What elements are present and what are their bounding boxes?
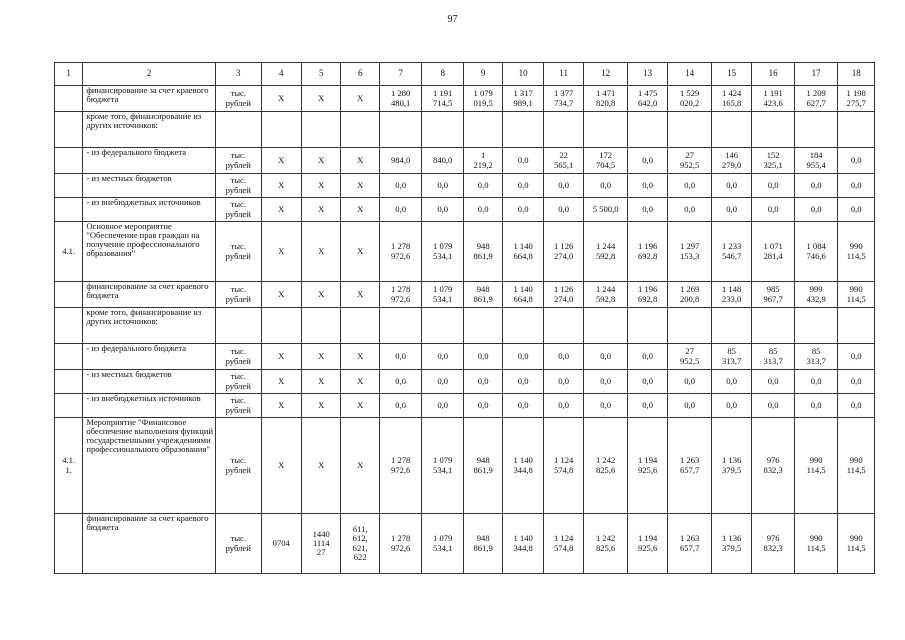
value-cell: 1 377 734,7 (543, 86, 583, 112)
value-cell: 990 114,5 (838, 418, 875, 514)
value-cell (463, 112, 502, 148)
value-cell: 0,0 (422, 198, 464, 222)
row-label: - из местных бюджетов (83, 174, 216, 198)
value-cell (503, 308, 543, 344)
column-header: 4 (261, 63, 301, 86)
value-cell: 1 196 692,8 (627, 222, 667, 282)
value-cell: 0,0 (503, 394, 543, 418)
table-row (55, 174, 875, 198)
value-cell: 5 500,0 (584, 198, 628, 222)
value-cell: 0,0 (838, 370, 875, 394)
value-cell: 1 140 664,8 (503, 282, 543, 308)
value-cell: 27 952,5 (668, 344, 712, 370)
row-index (55, 86, 83, 112)
value-cell: 0,0 (543, 370, 583, 394)
header-row (55, 63, 875, 86)
code-cell: X (341, 344, 379, 370)
value-cell: 0,0 (627, 344, 667, 370)
row-label: финансирование за счет краевого бюджета (83, 514, 216, 574)
value-cell: 1 219,2 (463, 148, 502, 174)
row-index (55, 394, 83, 418)
unit-cell: тыс. рублей (215, 198, 261, 222)
table-row (55, 222, 875, 282)
row-label: финансирование за счет краевого бюджета (83, 86, 216, 112)
column-header: 13 (627, 63, 667, 86)
value-cell: 1 244 592,8 (584, 282, 628, 308)
value-cell: 0,0 (838, 394, 875, 418)
value-cell: 0,0 (379, 394, 422, 418)
value-cell: 1 529 020,2 (668, 86, 712, 112)
code-cell: X (301, 174, 340, 198)
value-cell: 0,0 (668, 198, 712, 222)
row-label: - из местных бюджетов (83, 370, 216, 394)
value-cell: 1 297 153,3 (668, 222, 712, 282)
value-cell: 985 967,7 (752, 282, 795, 308)
value-cell (627, 112, 667, 148)
value-cell: 1 148 233,0 (711, 282, 751, 308)
table-row (55, 282, 875, 308)
row-label: кроме того, финансирование из других источников: (83, 308, 216, 344)
value-cell: 0,0 (627, 370, 667, 394)
value-cell: 0,0 (503, 198, 543, 222)
unit-cell (215, 112, 261, 148)
code-cell: X (301, 370, 340, 394)
code-cell (261, 112, 301, 148)
table-row (55, 514, 875, 574)
value-cell: 1 079 019,5 (463, 86, 502, 112)
unit-cell: тыс. рублей (215, 370, 261, 394)
column-header: 16 (752, 63, 795, 86)
unit-cell: тыс. рублей (215, 174, 261, 198)
value-cell: 172 704,5 (584, 148, 628, 174)
row-index: 4.1. (55, 222, 83, 282)
value-cell: 0,0 (794, 174, 838, 198)
value-cell: 990 114,5 (794, 514, 838, 574)
value-cell: 990 114,5 (838, 222, 875, 282)
value-cell (838, 112, 875, 148)
code-cell: X (261, 418, 301, 514)
table-row (55, 308, 875, 344)
value-cell: 0,0 (711, 198, 751, 222)
value-cell: 0,0 (838, 148, 875, 174)
value-cell: 0,0 (838, 344, 875, 370)
value-cell: 0,0 (463, 198, 502, 222)
value-cell: 0,0 (627, 394, 667, 418)
value-cell: 85 313,7 (711, 344, 751, 370)
table-row (55, 370, 875, 394)
value-cell: 948 861,9 (463, 282, 502, 308)
code-cell: X (301, 86, 340, 112)
value-cell: 1 140 664,8 (503, 222, 543, 282)
value-cell: 1 194 925,6 (627, 514, 667, 574)
column-header: 11 (543, 63, 583, 86)
unit-cell: тыс. рублей (215, 344, 261, 370)
value-cell: 1 263 657,7 (668, 514, 712, 574)
code-cell: X (301, 282, 340, 308)
value-cell: 0,0 (838, 198, 875, 222)
value-cell: 999 432,9 (794, 282, 838, 308)
column-header: 6 (341, 63, 379, 86)
row-index (55, 344, 83, 370)
code-cell: X (341, 282, 379, 308)
value-cell: 1 242 825,6 (584, 514, 628, 574)
code-cell: X (261, 174, 301, 198)
code-cell: X (341, 198, 379, 222)
unit-cell: тыс. рублей (215, 514, 261, 574)
column-header: 1 (55, 63, 83, 86)
value-cell: 984,0 (379, 148, 422, 174)
value-cell: 22 565,1 (543, 148, 583, 174)
value-cell: 1 194 925,6 (627, 418, 667, 514)
value-cell: 1 263 657,7 (668, 418, 712, 514)
value-cell: 0,0 (503, 148, 543, 174)
code-cell: X (301, 198, 340, 222)
value-cell: 1 317 989,1 (503, 86, 543, 112)
value-cell: 0,0 (752, 174, 795, 198)
value-cell: 0,0 (584, 370, 628, 394)
value-cell: 1 140 344,8 (503, 418, 543, 514)
value-cell: 1 084 746,6 (794, 222, 838, 282)
column-header: 17 (794, 63, 838, 86)
value-cell: 0,0 (503, 344, 543, 370)
row-label: - из федерального бюджета (83, 148, 216, 174)
row-label: - из внебюджетных источников (83, 394, 216, 418)
code-cell (341, 308, 379, 344)
value-cell: 948 861,9 (463, 514, 502, 574)
code-cell: X (261, 394, 301, 418)
value-cell: 990 114,5 (794, 418, 838, 514)
row-label: Основное мероприятие "Обеспечение прав граждан на получение профессионального образования" (83, 222, 216, 282)
column-header: 10 (503, 63, 543, 86)
value-cell: 0,0 (379, 198, 422, 222)
unit-cell (215, 308, 261, 344)
value-cell (794, 112, 838, 148)
code-cell: X (341, 86, 379, 112)
value-cell: 0,0 (543, 174, 583, 198)
value-cell (794, 308, 838, 344)
value-cell: 1 280 480,1 (379, 86, 422, 112)
value-cell: 0,0 (752, 370, 795, 394)
value-cell: 990 114,5 (838, 282, 875, 308)
value-cell: 0,0 (668, 394, 712, 418)
value-cell (838, 308, 875, 344)
code-cell: X (261, 370, 301, 394)
value-cell: 1 278 972,6 (379, 282, 422, 308)
value-cell: 0,0 (838, 174, 875, 198)
value-cell: 0,0 (379, 174, 422, 198)
value-cell: 0,0 (584, 174, 628, 198)
value-cell: 948 861,9 (463, 418, 502, 514)
code-cell: X (261, 198, 301, 222)
column-header: 15 (711, 63, 751, 86)
code-cell: X (301, 344, 340, 370)
table-row (55, 418, 875, 514)
code-cell: X (261, 222, 301, 282)
value-cell: 990 114,5 (838, 514, 875, 574)
value-cell (422, 112, 464, 148)
row-index: 4.1. 1. (55, 418, 83, 514)
value-cell: 1 471 820,8 (584, 86, 628, 112)
code-cell: 1440 1114 27 (301, 514, 340, 574)
value-cell: 0,0 (627, 198, 667, 222)
row-label: кроме того, финансирование из других источников: (83, 112, 216, 148)
value-cell: 1 126 274,0 (543, 282, 583, 308)
column-header: 3 (215, 63, 261, 86)
value-cell: 0,0 (584, 394, 628, 418)
value-cell: 0,0 (422, 344, 464, 370)
code-cell: 611, 612, 621, 622 (341, 514, 379, 574)
value-cell (379, 308, 422, 344)
value-cell: 0,0 (627, 148, 667, 174)
value-cell: 0,0 (711, 370, 751, 394)
value-cell: 0,0 (543, 344, 583, 370)
value-cell: 948 861,9 (463, 222, 502, 282)
value-cell (543, 308, 583, 344)
value-cell (543, 112, 583, 148)
value-cell: 152 325,1 (752, 148, 795, 174)
code-cell: X (341, 394, 379, 418)
value-cell (379, 112, 422, 148)
value-cell (584, 308, 628, 344)
value-cell: 1 244 592,8 (584, 222, 628, 282)
unit-cell: тыс. рублей (215, 282, 261, 308)
value-cell: 1 196 692,8 (627, 282, 667, 308)
value-cell: 0,0 (711, 394, 751, 418)
value-cell: 1 140 344,8 (503, 514, 543, 574)
column-header: 5 (301, 63, 340, 86)
budget-table (54, 62, 875, 574)
value-cell: 0,0 (627, 174, 667, 198)
row-label: - из федерального бюджета (83, 344, 216, 370)
value-cell: 1 233 546,7 (711, 222, 751, 282)
code-cell (301, 308, 340, 344)
value-cell: 1 191 714,5 (422, 86, 464, 112)
value-cell: 0,0 (422, 394, 464, 418)
row-label: финансирование за счет краевого бюджета (83, 282, 216, 308)
code-cell: X (341, 418, 379, 514)
value-cell: 0,0 (794, 370, 838, 394)
value-cell: 0,0 (422, 174, 464, 198)
value-cell: 1 198 275,7 (838, 86, 875, 112)
value-cell: 0,0 (794, 198, 838, 222)
value-cell: 976 832,3 (752, 514, 795, 574)
value-cell: 0,0 (463, 174, 502, 198)
code-cell: X (301, 394, 340, 418)
row-index (55, 174, 83, 198)
value-cell: 1 136 379,5 (711, 418, 751, 514)
value-cell: 1 124 574,8 (543, 418, 583, 514)
value-cell: 0,0 (543, 394, 583, 418)
row-index (55, 514, 83, 574)
value-cell: 0,0 (543, 198, 583, 222)
value-cell: 840,0 (422, 148, 464, 174)
code-cell: X (301, 222, 340, 282)
value-cell: 0,0 (463, 370, 502, 394)
table-row (55, 344, 875, 370)
value-cell: 0,0 (711, 174, 751, 198)
table-row (55, 148, 875, 174)
value-cell: 1 278 972,6 (379, 514, 422, 574)
value-cell (711, 308, 751, 344)
value-cell: 85 313,7 (752, 344, 795, 370)
column-header: 7 (379, 63, 422, 86)
code-cell (341, 112, 379, 148)
unit-cell: тыс. рублей (215, 86, 261, 112)
code-cell (301, 112, 340, 148)
value-cell (668, 112, 712, 148)
value-cell: 0,0 (422, 370, 464, 394)
table-row (55, 86, 875, 112)
code-cell: X (261, 148, 301, 174)
code-cell: X (341, 148, 379, 174)
code-cell: X (341, 370, 379, 394)
value-cell: 1 269 200,8 (668, 282, 712, 308)
code-cell: X (261, 86, 301, 112)
row-index (55, 308, 83, 344)
value-cell: 1 126 274,0 (543, 222, 583, 282)
value-cell (627, 308, 667, 344)
value-cell: 1 124 574,8 (543, 514, 583, 574)
value-cell: 1 424 165,8 (711, 86, 751, 112)
value-cell: 0,0 (668, 174, 712, 198)
value-cell: 1 209 627,7 (794, 86, 838, 112)
value-cell: 0,0 (668, 370, 712, 394)
column-header: 8 (422, 63, 464, 86)
table-row (55, 394, 875, 418)
row-index (55, 282, 83, 308)
value-cell: 1 278 972,6 (379, 222, 422, 282)
table-row (55, 198, 875, 222)
value-cell: 85 313,7 (794, 344, 838, 370)
unit-cell: тыс. рублей (215, 394, 261, 418)
row-index (55, 148, 83, 174)
row-index (55, 112, 83, 148)
code-cell: X (341, 174, 379, 198)
value-cell (752, 308, 795, 344)
table-row (55, 112, 875, 148)
value-cell: 1 191 423,6 (752, 86, 795, 112)
value-cell: 1 242 825,6 (584, 418, 628, 514)
column-header: 18 (838, 63, 875, 86)
value-cell: 0,0 (584, 344, 628, 370)
code-cell: X (261, 344, 301, 370)
row-label: - из внебюджетных источников (83, 198, 216, 222)
value-cell: 1 278 972,6 (379, 418, 422, 514)
value-cell (422, 308, 464, 344)
value-cell: 27 952,5 (668, 148, 712, 174)
value-cell: 1 071 281,4 (752, 222, 795, 282)
value-cell (584, 112, 628, 148)
value-cell (503, 112, 543, 148)
value-cell: 1 079 534,1 (422, 222, 464, 282)
unit-cell: тыс. рублей (215, 222, 261, 282)
value-cell: 0,0 (752, 198, 795, 222)
code-cell: X (301, 148, 340, 174)
column-header: 2 (83, 63, 216, 86)
value-cell: 0,0 (379, 370, 422, 394)
column-header: 12 (584, 63, 628, 86)
row-index (55, 198, 83, 222)
row-label: Мероприятие "Финансовое обеспечение выполнения функций государственными учреждениями профессионального образования" (83, 418, 216, 514)
value-cell (711, 112, 751, 148)
code-cell: X (301, 418, 340, 514)
value-cell (752, 112, 795, 148)
value-cell: 0,0 (379, 344, 422, 370)
value-cell: 0,0 (794, 394, 838, 418)
page-number: 97 (447, 14, 458, 25)
value-cell: 1 079 534,1 (422, 418, 464, 514)
code-cell (261, 308, 301, 344)
column-header: 9 (463, 63, 502, 86)
unit-cell: тыс. рублей (215, 418, 261, 514)
value-cell: 0,0 (463, 394, 502, 418)
value-cell: 1 475 642,0 (627, 86, 667, 112)
value-cell: 0,0 (503, 370, 543, 394)
code-cell: X (341, 222, 379, 282)
value-cell: 0,0 (752, 394, 795, 418)
code-cell: X (261, 282, 301, 308)
row-index (55, 370, 83, 394)
value-cell (463, 308, 502, 344)
column-header: 14 (668, 63, 712, 86)
value-cell: 0,0 (463, 344, 502, 370)
value-cell: 1 136 379,5 (711, 514, 751, 574)
value-cell: 976 832,3 (752, 418, 795, 514)
value-cell (668, 308, 712, 344)
value-cell: 146 279,0 (711, 148, 751, 174)
code-cell: 0704 (261, 514, 301, 574)
value-cell: 0,0 (503, 174, 543, 198)
unit-cell: тыс. рублей (215, 148, 261, 174)
value-cell: 1 079 534,1 (422, 282, 464, 308)
value-cell: 1 079 534,1 (422, 514, 464, 574)
value-cell: 184 955,4 (794, 148, 838, 174)
